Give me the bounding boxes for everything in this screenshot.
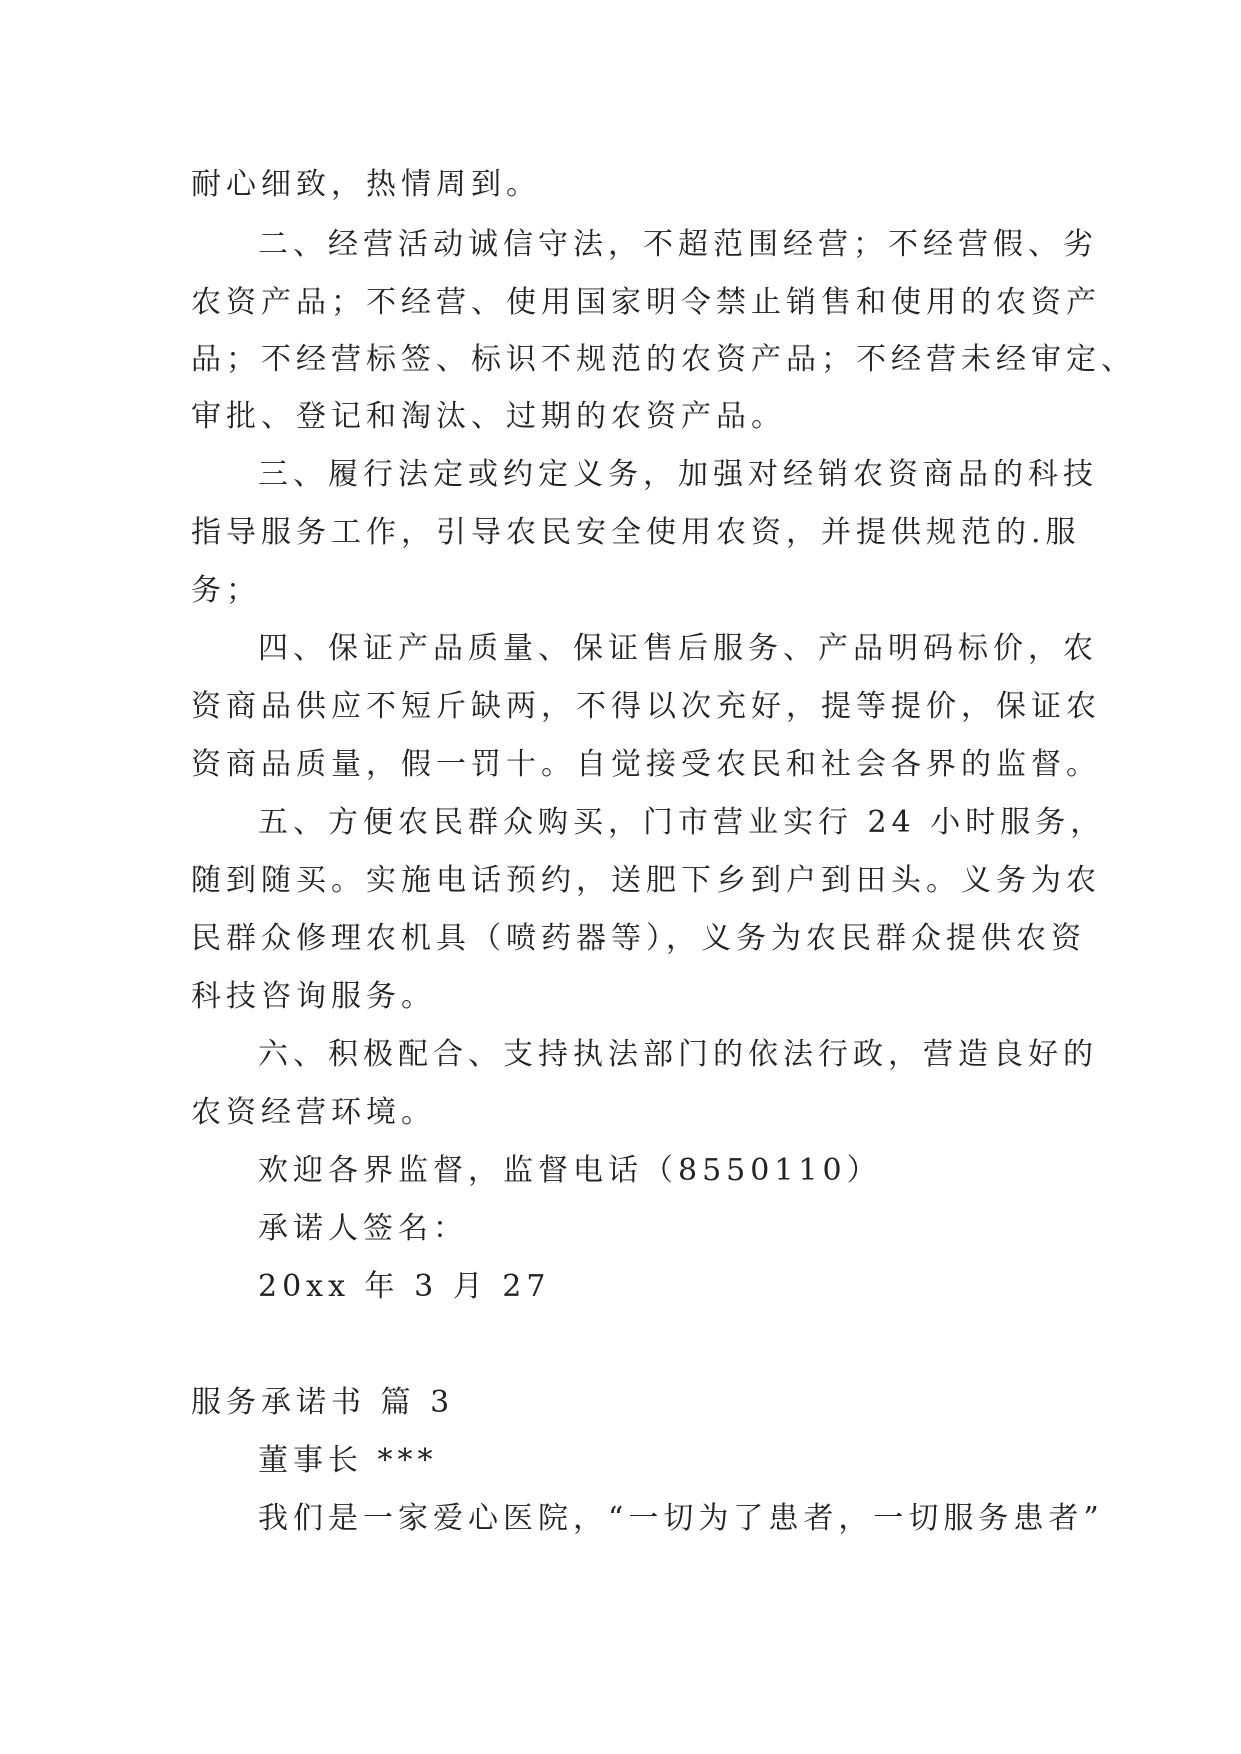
text-line: 二、经营活动诚信守法，不超范围经营；不经营假、劣 [258,227,1098,262]
text-line: 资商品质量，假一罚十。自觉接受农民和社会各界的监督。 [191,747,1101,782]
date-line: 20xx 年 3 月 27 [258,1269,551,1304]
text-line: 品；不经营标签、标识不规范的农资产品；不经营未经审定、 [191,342,1136,377]
salutation-line: 董事长 *** [258,1443,438,1478]
text-line: 耐心细致，热情周到。 [191,167,541,202]
signature-label: 承诺人签名： [258,1211,468,1246]
text-line: 务； [191,573,261,608]
text-line: 农资产品；不经营、使用国家明令禁止销售和使用的农资产 [191,285,1101,320]
text-line: 四、保证产品质量、保证售后服务、产品明码标价，农 [258,631,1098,666]
text-line: 民群众修理农机具（喷药器等），义务为农民群众提供农资 [191,921,1086,956]
text-line: 资商品供应不短斤缺两，不得以次充好，提等提价，保证农 [191,689,1101,724]
text-line: 农资经营环境。 [191,1095,436,1130]
section-heading: 服务承诺书 篇 3 [191,1385,455,1420]
text-line: 科技咨询服务。 [191,979,436,1014]
text-line: 我们是一家爱心医院，“一切为了患者，一切服务患者” [258,1501,1104,1536]
text-line: 审批、登记和淘汰、过期的农资产品。 [191,399,786,434]
supervision-phone-line: 欢迎各界监督，监督电话（8550110） [258,1153,882,1188]
text-line: 六、积极配合、支持执法部门的依法行政，营造良好的 [258,1037,1098,1072]
text-line: 三、履行法定或约定义务，加强对经销农资商品的科技 [258,457,1098,492]
text-line: 指导服务工作，引导农民安全使用农资，并提供规范的.服 [191,515,1081,550]
text-line: 五、方便农民群众购买，门市营业实行 24 小时服务， [258,805,1106,840]
text-line: 随到随买。实施电话预约，送肥下乡到户到田头。义务为农 [191,863,1101,898]
